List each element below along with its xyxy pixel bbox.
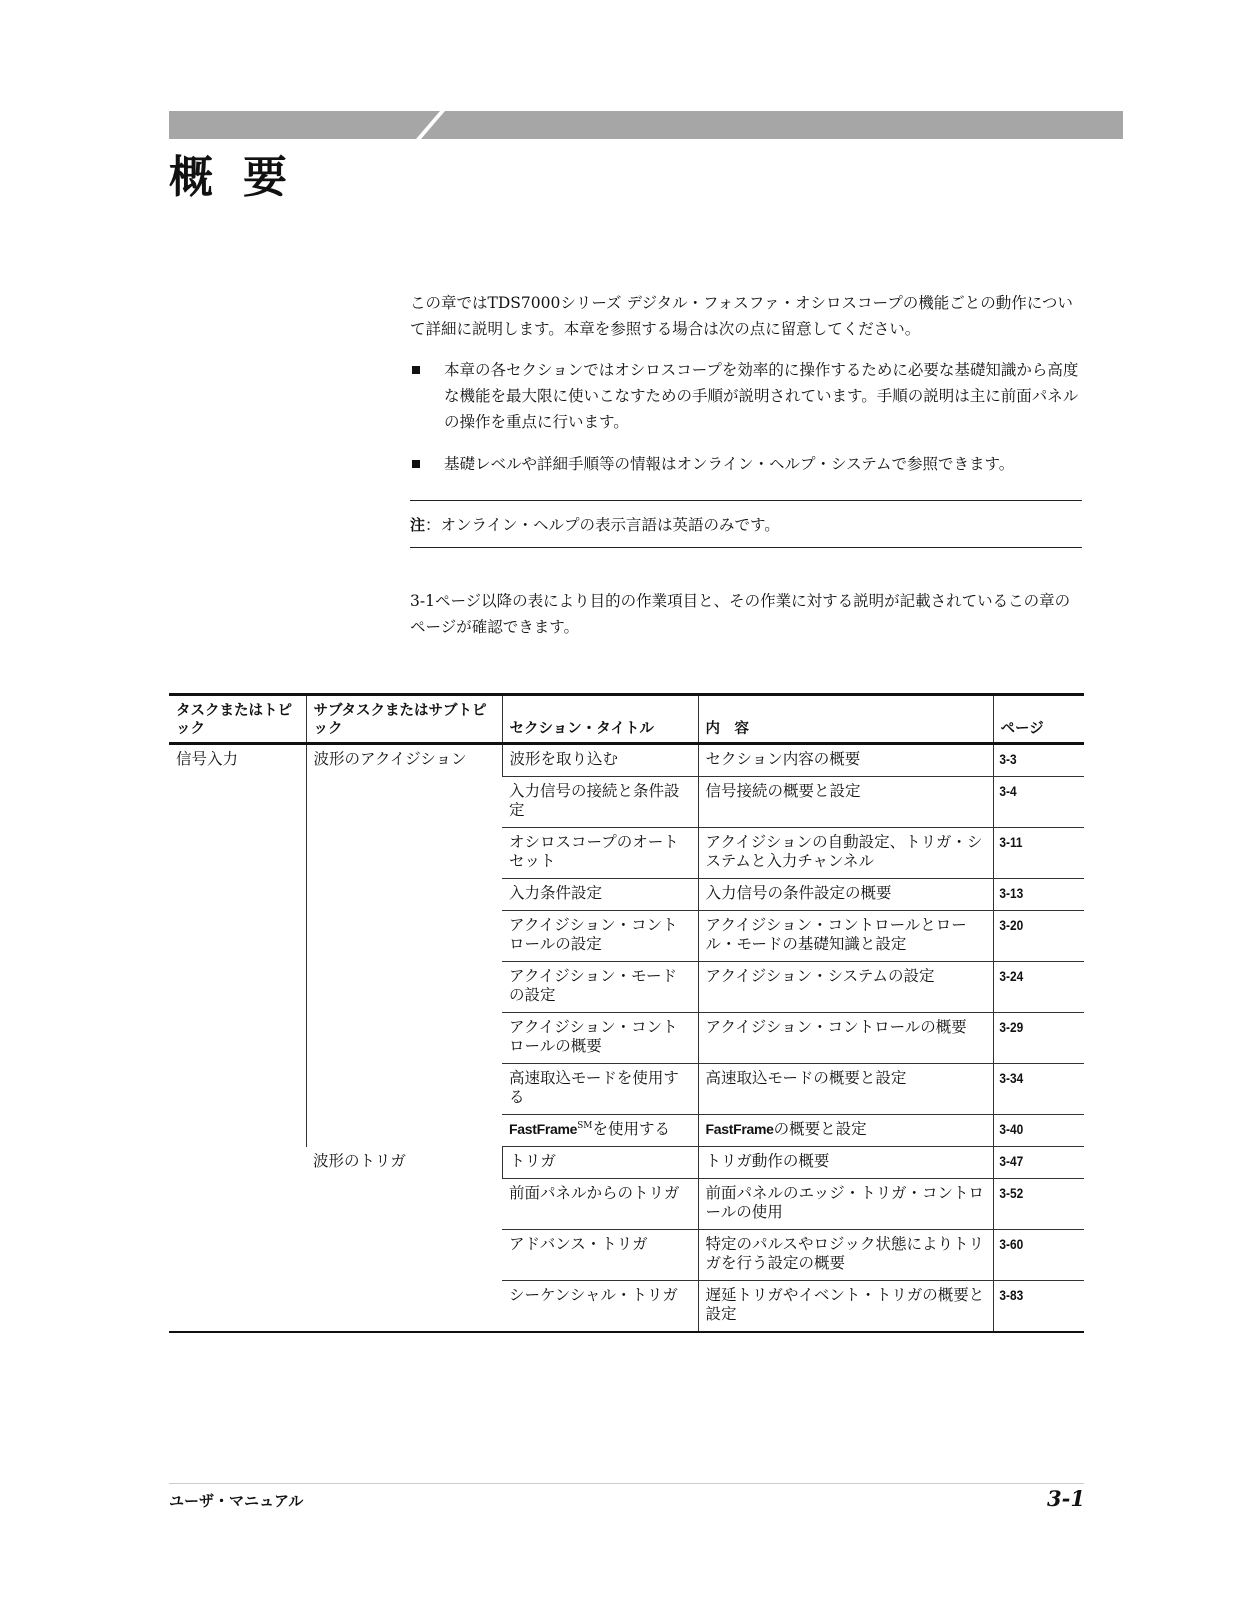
note-box: [410, 500, 1082, 548]
subtask-cell: 波形のアクイジション: [306, 744, 502, 1147]
page-cell: 3-29: [993, 1013, 1070, 1064]
header-content: 内 容: [698, 695, 993, 744]
content-cell: アクイジション・システムの設定: [698, 962, 993, 1013]
table-header-row: [169, 695, 1084, 744]
bullet-text: 本章の各セクションではオシロスコープを効率的に操作するために必要な基礎知識から高度な機能を最大限に使いこなすための手順が説明されています。手順の説明は主に前面パネルの操作を重点に行います。: [444, 361, 1079, 431]
subtask-cell: 波形のトリガ: [313, 1151, 406, 1170]
page-cell: 3-34: [993, 1064, 1070, 1115]
header-task: タスクまたはトピック: [169, 695, 306, 744]
table-row: [169, 744, 1084, 777]
chapter-header-bar: [169, 111, 1123, 139]
reference-paragraph: 3-1ページ以降の表により目的の作業項目と、その作業に対する説明が記載されているこの章のページが確認できます。: [410, 592, 1071, 636]
content-cell: 高速取込モードの概要と設定: [698, 1064, 993, 1115]
header-subtask: サブタスクまたはサブトピック: [306, 695, 502, 744]
task-table: [169, 693, 1084, 1333]
header-page: ページ: [993, 695, 1084, 744]
service-mark: SM: [577, 1120, 593, 1131]
chapter-title: 概要: [169, 152, 317, 203]
section-cell: 前面パネルからのトリガ: [502, 1179, 698, 1230]
section-cell: オシロスコープのオートセット: [502, 828, 698, 879]
content-cell: セクション内容の概要: [698, 744, 993, 777]
section-cell: [502, 1115, 698, 1147]
section-suffix: を使用する: [592, 1120, 671, 1138]
footer-page-number: 3-1: [1047, 1486, 1085, 1511]
page-cell: 3-4: [993, 777, 1070, 828]
section-cell: 入力信号の接続と条件設定: [502, 777, 698, 828]
section-cell: 高速取込モードを使用する: [502, 1064, 698, 1115]
content-cell: アクイジションの自動設定、トリガ・システムと入力チャンネル: [698, 828, 993, 879]
content-cell: 前面パネルのエッジ・トリガ・コントロールの使用: [698, 1179, 993, 1230]
page-cell: 3-13: [993, 879, 1070, 911]
note-label: 注: [410, 515, 426, 534]
footer-rule: [169, 1483, 1084, 1484]
page-cell: 3-47: [993, 1147, 1070, 1179]
page-cell: 3-83: [993, 1281, 1070, 1333]
content-cell: トリガ動作の概要: [698, 1147, 993, 1179]
header-section-title: セクション・タイトル: [502, 695, 698, 744]
section-cell: アクイジション・コントロールの設定: [502, 911, 698, 962]
footer-manual-title: ユーザ・マニュアル: [169, 1492, 304, 1510]
page-cell: 3-40: [993, 1115, 1070, 1147]
task-cell: 信号入力: [176, 750, 239, 768]
bullet-item: [410, 357, 1082, 435]
page-cell: 3-52: [993, 1179, 1070, 1230]
bullet-list: [410, 357, 1082, 493]
fastframe-brand: FastFrame: [509, 1121, 578, 1137]
square-bullet-icon: [412, 366, 420, 374]
fastframe-brand: FastFrame: [705, 1121, 774, 1137]
content-cell: 遅延トリガやイベント・トリガの概要と設定: [698, 1281, 993, 1333]
page-cell: 3-20: [993, 911, 1070, 962]
section-cell: 波形を取り込む: [502, 744, 698, 777]
content-cell: アクイジション・コントロールとロール・モードの基礎知識と設定: [698, 911, 993, 962]
section-cell: アクイジション・モードの設定: [502, 962, 698, 1013]
page-cell: 3-24: [993, 962, 1070, 1013]
content-cell: アクイジション・コントロールの概要: [698, 1013, 993, 1064]
content-cell: 特定のパルスやロジック状態によりトリガを行う設定の概要: [698, 1230, 993, 1281]
content-cell: [698, 1115, 993, 1147]
section-cell: シーケンシャル・トリガ: [509, 1286, 678, 1304]
content-cell: 入力信号の条件設定の概要: [698, 879, 993, 911]
content-suffix: の概要と設定: [773, 1120, 867, 1138]
note-text: ：オンライン・ヘルプの表示言語は英語のみです。: [425, 516, 780, 534]
page-cell: 3-11: [993, 828, 1070, 879]
content-cell: 信号接続の概要と設定: [698, 777, 993, 828]
page-cell: 3-3: [993, 744, 1070, 777]
section-cell: アクイジション・コントロールの概要: [502, 1013, 698, 1064]
table-row: [169, 1147, 1084, 1179]
bullet-item: [410, 451, 1082, 477]
square-bullet-icon: [412, 460, 420, 468]
intro-paragraph: この章ではTDS7000シリーズ デジタル・フォスファ・オシロスコープの機能ごとの動作について詳細に説明します。本章を参照する場合は次の点に留意してください。: [410, 294, 1073, 338]
section-cell: アドバンス・トリガ: [502, 1230, 698, 1281]
page-cell: 3-60: [993, 1230, 1070, 1281]
bullet-text: 基礎レベルや詳細手順等の情報はオンライン・ヘルプ・システムで参照できます。: [444, 455, 1015, 473]
section-cell: 入力条件設定: [502, 879, 698, 911]
section-cell: トリガ: [502, 1147, 698, 1179]
